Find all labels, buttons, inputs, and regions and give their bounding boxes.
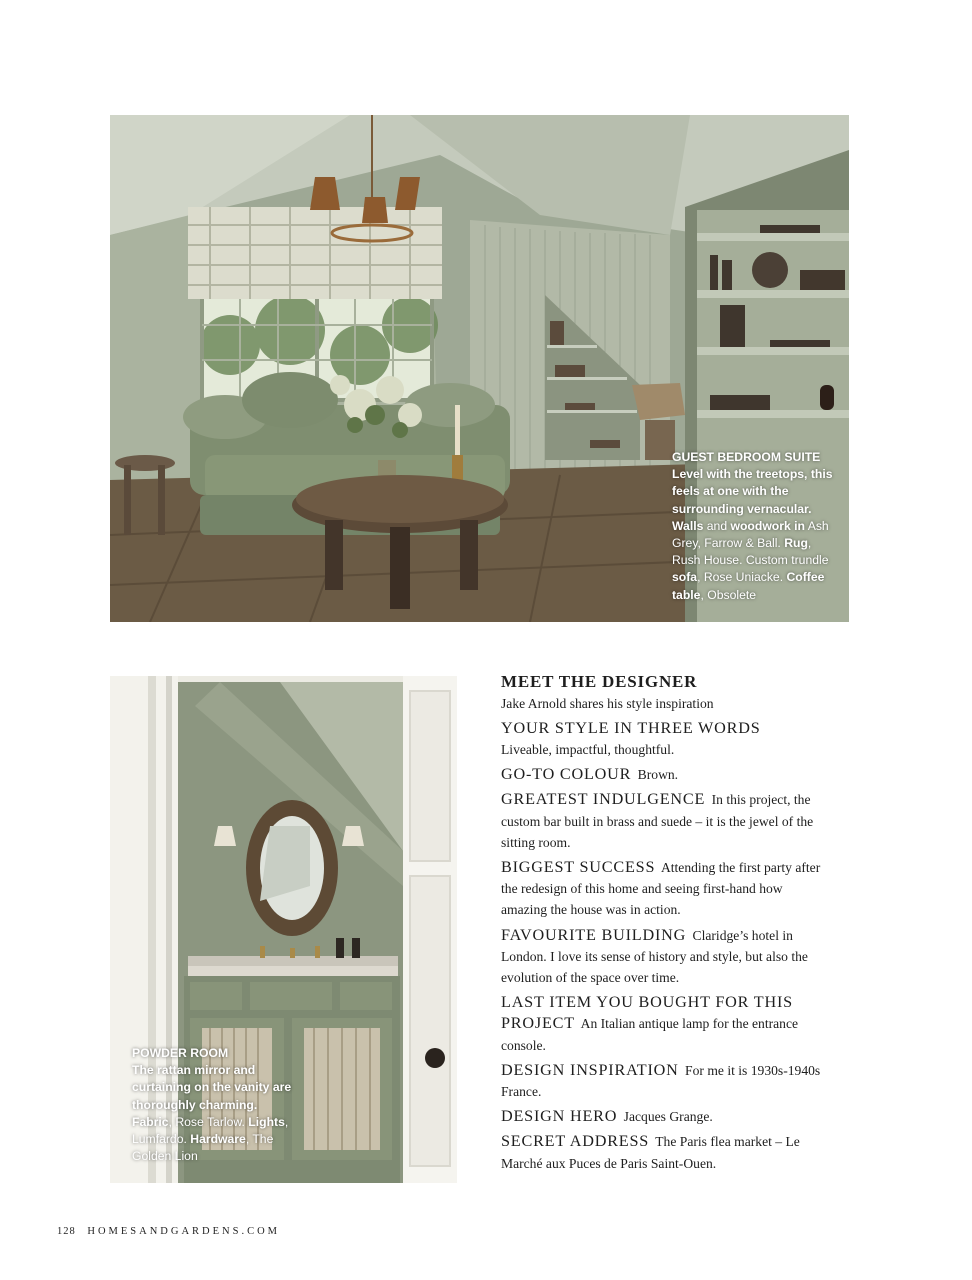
answer: For me it is 1930s-1940s France. <box>501 1062 821 1100</box>
caption-sofa-label: sofa <box>672 570 698 585</box>
caption-lead: The rattan mirror and curtaining on the vanity are thoroughly charming. <box>132 1063 292 1112</box>
answer: An Italian antique lamp for the entrance console. <box>501 1016 799 1053</box>
question: DESIGN HERO <box>501 1107 618 1126</box>
caption-heading: GUEST BEDROOM SUITE <box>672 450 821 464</box>
section-title: MEET THE DESIGNER <box>501 672 698 691</box>
question: FAVOURITE BUILDING <box>501 925 687 944</box>
caption-lights-value: , Lumfardo. <box>132 1114 289 1147</box>
meet-the-designer-panel <box>501 671 831 1174</box>
qa-item <box>501 1131 831 1173</box>
caption-heading: POWDER ROOM <box>132 1046 229 1060</box>
caption-sofa-value: , Rose Uniacke. <box>697 570 784 585</box>
caption-rug-value: , Rush House. Custom trundle <box>672 536 829 568</box>
page-number: 128 <box>57 1226 76 1237</box>
qa-item <box>501 857 831 921</box>
answer: Brown. <box>637 767 679 783</box>
standfirst: Jake Arnold shares his style inspiration <box>501 696 714 711</box>
caption-fabric-value: , Rose Tarlow. <box>168 1114 249 1129</box>
caption-lights-label: Lights <box>248 1114 285 1129</box>
powder-room-caption <box>132 1045 297 1165</box>
caption-hardware-label: Hardware <box>190 1132 246 1147</box>
powder-room-photo <box>110 676 457 1183</box>
caption-coffee-value: , Obsolete <box>700 587 757 602</box>
guest-bedroom-caption <box>672 449 842 604</box>
qa-item <box>501 764 831 785</box>
question: LAST ITEM YOU BOUGHT FOR THIS PROJECT <box>501 993 793 1033</box>
caption-and: and <box>703 518 731 533</box>
answer: Attending the first party after the redesign of this home and seeing first-hand how amazing the house was in action. <box>501 860 821 918</box>
qa-item <box>501 925 831 989</box>
caption-rug-label: Rug <box>784 536 808 551</box>
answer: Jacques Grange. <box>623 1109 713 1125</box>
caption-hardware-value: , The Golden Lion <box>132 1132 274 1164</box>
qa-item <box>501 1106 831 1127</box>
page-folio <box>57 1226 280 1237</box>
caption-woodwork-label: woodwork in <box>730 518 805 533</box>
site-url: HOMESANDGARDENS.COM <box>87 1226 281 1237</box>
caption-walls-value: Ash Grey, Farrow & Ball. <box>672 518 829 551</box>
question: GO-TO COLOUR <box>501 765 632 784</box>
guest-bedroom-photo <box>110 115 849 622</box>
question: YOUR STYLE IN THREE WORDS <box>501 719 761 737</box>
caption-fabric-label: Fabric <box>132 1114 169 1129</box>
qa-item <box>501 992 831 1056</box>
caption-lead: Level with the treetops, this feels at one with the surrounding vernacular. <box>672 467 833 516</box>
answer: The Paris flea market – Le Marché aux Puces de Paris Saint-Ouen. <box>501 1134 800 1171</box>
question: GREATEST INDULGENCE <box>501 790 706 809</box>
caption-coffee-label: Coffee table <box>672 570 825 602</box>
qa-item <box>501 1060 831 1102</box>
answer: Liveable, impactful, thoughtful. <box>501 742 675 757</box>
qa-item <box>501 789 831 853</box>
answer: Claridge’s hotel in London. I love its sense of history and style, but also the evolution of the space over time. <box>501 927 808 986</box>
caption-walls-label: Walls <box>672 518 704 533</box>
answer: In this project, the custom bar built in brass and suede – it is the jewel of the sitting room. <box>501 792 814 850</box>
qa-item <box>501 718 831 760</box>
question: BIGGEST SUCCESS <box>501 858 656 877</box>
question: DESIGN INSPIRATION <box>501 1060 679 1079</box>
question: SECRET ADDRESS <box>501 1132 650 1151</box>
